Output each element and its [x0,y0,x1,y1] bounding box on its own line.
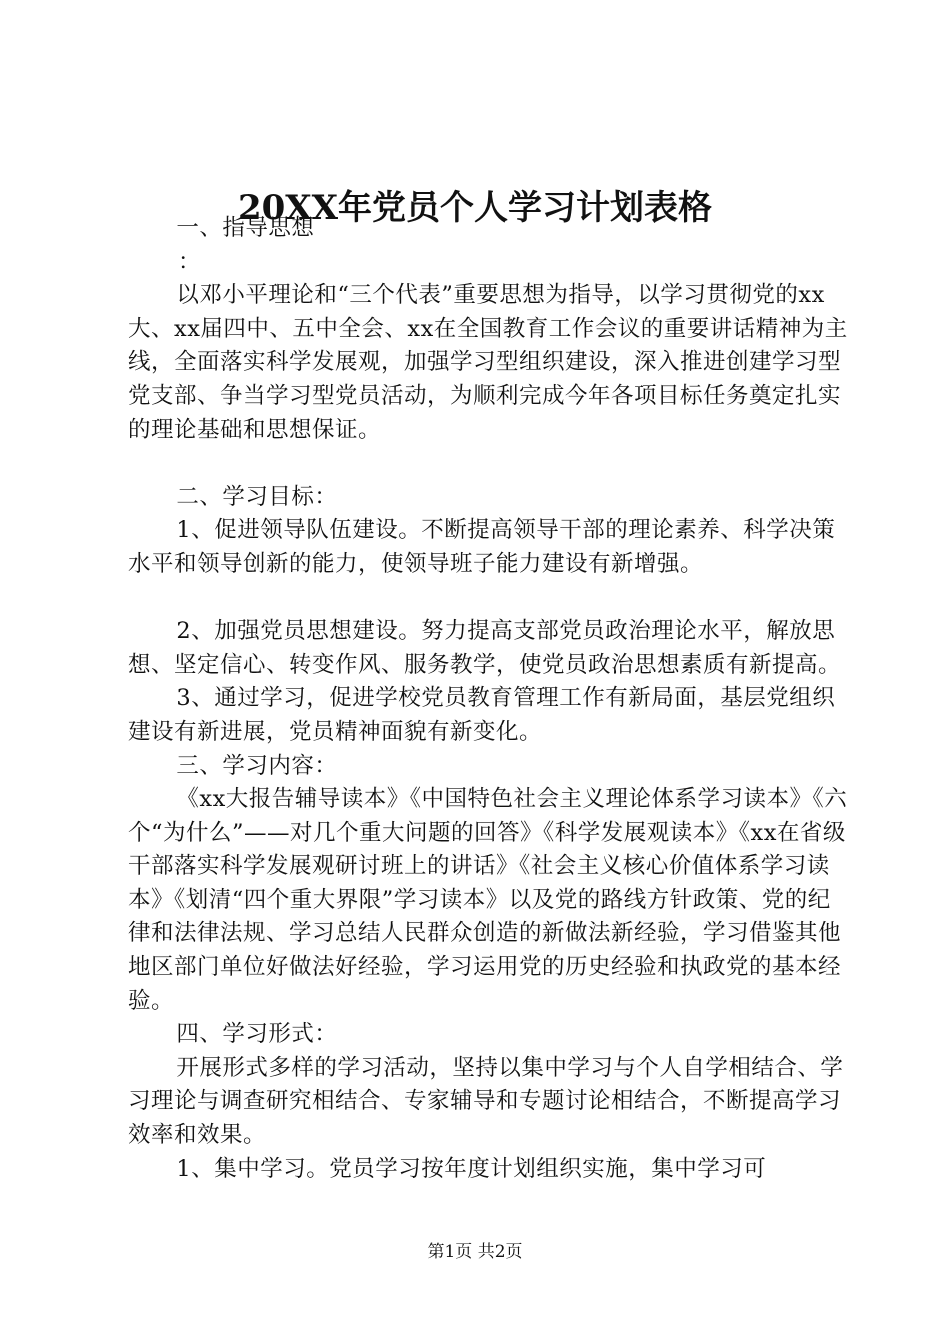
section-heading-learning-content: 三、学习内容： [176,752,338,779]
page-footer: 第1页 共2页 [427,1242,523,1262]
paragraph-form-1: 1、集中学习。党员学习按年度计划组织实施，集中学习可 [176,1155,767,1182]
section-heading-guiding-ideology: 一、指导思想 [176,215,315,241]
spacer [128,582,848,616]
paragraph-goal-1: 1、促进领导队伍建设。不断提高领导干部的理论素养、科学决策水平和领导创新的能力，使领导班子能力建设有新增强。 [128,517,836,577]
paragraph-goal-3: 3、通过学习，促进学校党员教育管理工作有新局面，基层党组织建设有新进展，党员精神面貌有新变化。 [128,685,836,745]
document-body [128,212,848,1186]
paragraph-learning-content: 《xx大报告辅导读本》《中国特色社会主义理论体系学习读本》《六个“为什么”——对几个重大问题的回答》《科学发展观读本》《xx在省级干部落实科学发展观研讨班上的讲话》《社会主义核心价值体系学习读本》《划清“四个重大界限”学习读本》以及党的路线方针政策、党的纪律和法律法规、学习总结人民群众创造的新做法新经验，学习借鉴其他地区部门单位好做法好经验，学习运用党的历史经验和执政党的基本经验。 [128,786,848,1014]
paragraph-goal-2: 2、加强党员思想建设。努力提高支部党员政治理论水平，解放思想、坚定信心、转变作风、服务教学，使党员政治思想素质有新提高。 [128,618,842,678]
spacer [128,447,848,481]
paragraph-learning-form: 开展形式多样的学习活动，坚持以集中学习与个人自学相结合、学习理论与调查研究相结合、专家辅导和专题讨论相结合，不断提高学习效率和效果。 [128,1054,844,1149]
paragraph-guiding-ideology: 以邓小平理论和“三个代表”重要思想为指导，以学习贯彻党的xx大、xx届四中、五中全会、xx在全国教育工作会议的重要讲话精神为主线，全面落实科学发展观，加强学习型组织建设，深入推进创建学习型党支部、争当学习型党员活动，为顺利完成今年各项目标任务奠定扎实的理论基础和思想保证。 [128,282,848,443]
document-title: 20XX年党员个人学习计划表格 [237,188,713,228]
section-heading-learning-form: 四、学习形式： [176,1021,338,1048]
section-heading-learning-goals: 二、学习目标： [176,483,338,510]
section-colon: ： [178,248,202,275]
